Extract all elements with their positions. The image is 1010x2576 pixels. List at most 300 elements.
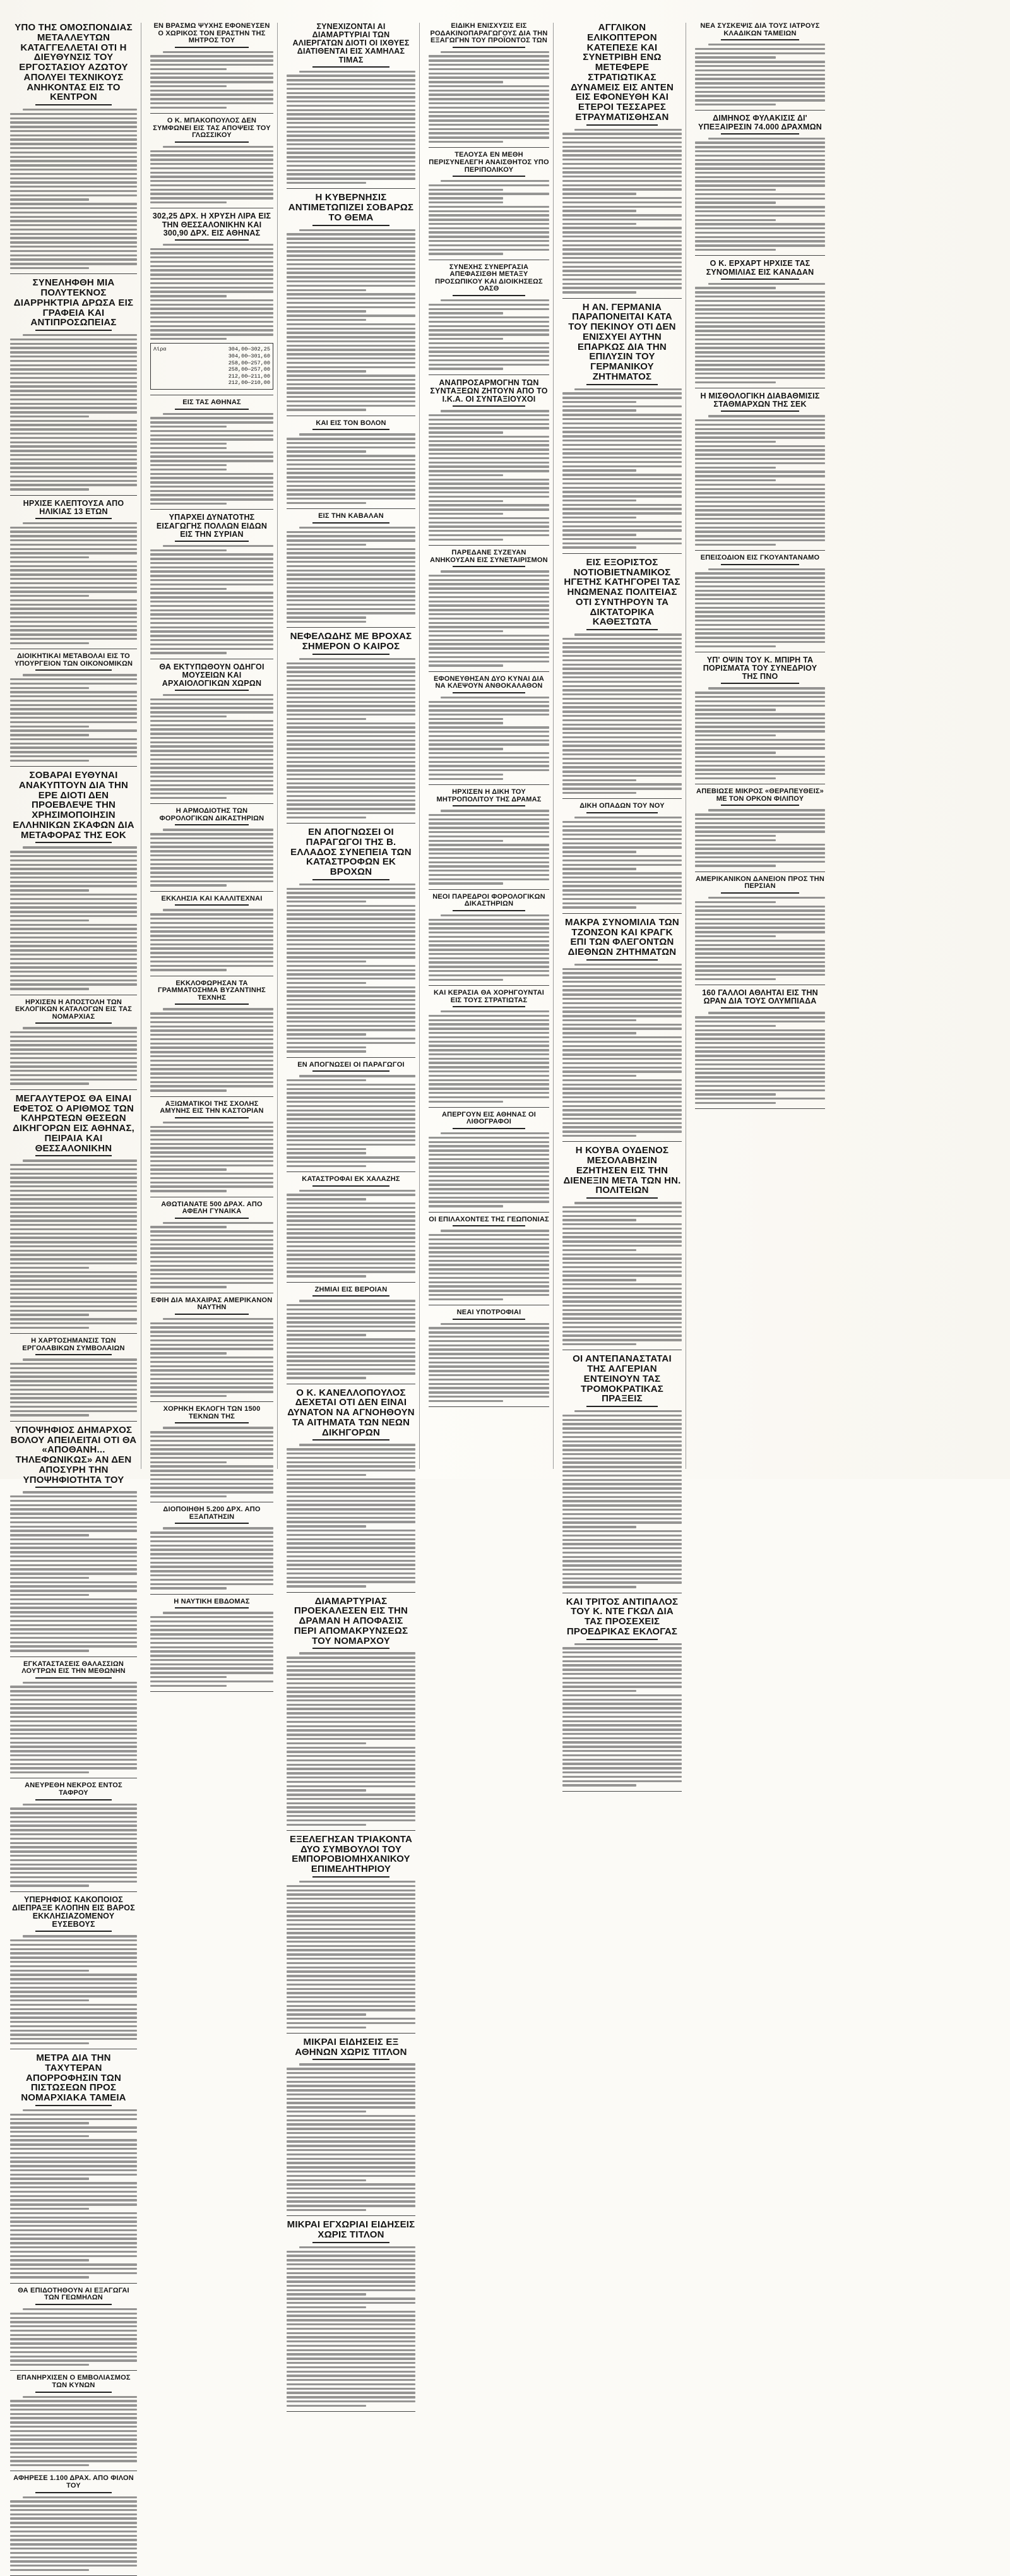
- headline: ΑΝΑΠΡΟΣΑΡΜΟΓΗΝ ΤΩΝ ΣΥΝΤΑΞΕΩΝ ΖΗΤΟΥΝ ΑΠΟ ΤΟ Ι.Κ.Α. ΟΙ ΣΥΝΤΑΞΙΟΥΧΟΙ: [430, 378, 548, 404]
- article: [287, 420, 415, 509]
- headline-rule: [312, 1648, 389, 1649]
- headline: ΣΟΒΑΡΑΙ ΕΥΘΥΝΑΙ ΑΝΑΚΥΠΤΟΥΝ ΔΙΑ ΤΗΝ ΕΡΕ ΔΙΟΤΙ ΔΕΝ ΠΡΟΕΒΛΕΨΕ ΤΗΝ ΧΡΗΣΙΜΟΠΟΙΗΣΙΝ ΕΛΛΗΝΙΚΩΝ ΣΚΑΦΩΝ ΔΙΑ ΜΕΤΑΦΟΡΑΣ ΤΗΣ ΕΟΚ: [13, 770, 134, 841]
- article: [429, 894, 549, 986]
- article: [695, 260, 825, 388]
- headline: ΑΝΕΥΡΕΘΗ ΝΕΚΡΟΣ ΕΝΤΟΣ ΤΑΦΡΟΥ: [25, 1782, 122, 1797]
- gold-price-label: Λίρα: [153, 346, 167, 353]
- article: [429, 990, 549, 1108]
- article-body: [10, 2108, 137, 2280]
- headline: ΕΦΟΝΕΥΘΗΣΑΝ ΔΥΟ ΚΥΝΑΙ ΔΙΑ ΝΑ ΚΛΕΨΟΥΝ ΑΝΘΟΚΑΛΑΘΟΝ: [434, 674, 544, 690]
- headline: ΘΑ ΕΚΤΥΠΩΘΟΥΝ ΟΔΗΓΟΙ ΜΟΥΣΕΙΩΝ ΚΑΙ ΑΡΧΑΙΟΛΟΓΙΚΩΝ ΧΩΡΩΝ: [159, 662, 264, 688]
- headline-rule: [586, 124, 658, 126]
- article-body: [10, 1802, 137, 1888]
- article-body: [562, 387, 682, 550]
- article-body: [10, 1158, 137, 1330]
- article: [287, 632, 415, 824]
- headline-rule: [35, 1354, 112, 1355]
- article: [695, 392, 825, 551]
- article-body: [429, 569, 549, 668]
- article: [10, 23, 137, 274]
- article: [695, 554, 825, 652]
- headline-rule: [35, 2105, 112, 2106]
- article: [562, 1146, 682, 1350]
- headline: ΥΠΑΡΧΕΙ ΔΥΝΑΤΟΤΗΣ ΕΙΣΑΓΩΓΗΣ ΠΟΛΛΩΝ ΕΙΔΩΝ ΕΙΣ ΤΗΝ ΣΥΡΙΑΝ: [156, 513, 268, 539]
- gold-price-row: [153, 373, 270, 380]
- headline-rule: [175, 409, 249, 410]
- article-body: [695, 414, 825, 547]
- headline: ΕΝ ΒΡΑΣΜΩ ΨΥΧΗΣ ΕΦΟΝΕΥΣΕΝ Ο ΧΩΡΙΚΟΣ ΤΟΝ ΕΡΑΣΤΗΝ ΤΗΣ ΜΗΤΡΟΣ ΤΟΥ: [153, 22, 270, 45]
- column-2: [150, 22, 278, 1605]
- headline-rule: [721, 683, 799, 684]
- headline: ΔΙΚΗ ΟΠΑΔΩΝ ΤΟΥ ΝΟΥ: [579, 802, 665, 810]
- article: [562, 303, 682, 554]
- headline: ΔΙΟΙΚΗΤΙΚΑΙ ΜΕΤΑΒΟΛΑΙ ΕΙΣ ΤΟ ΥΠΟΥΡΓΕΙΟΝ ΤΩΝ ΟΙΚΟΝΟΜΙΚΩΝ: [14, 652, 133, 668]
- article: [287, 23, 415, 189]
- headline: ΥΠΕΡΗΦΙΟΣ ΚΑΚΟΠΟΙΟΣ ΔΙΕΠΡΑΞΕ ΚΛΟΠΗΝ ΕΙΣ ΒΑΡΟΣ ΕΚΚΛΗΣΙΑΖΟΜΕΝΟΥ ΕΥΣΕΒΟΥΣ: [12, 1895, 135, 1929]
- headline-rule: [586, 629, 658, 630]
- article-body: [10, 1357, 137, 1418]
- headline: ΑΓΓΛΙΚΟΝ ΕΛΙΚΟΠΤΕΡΟΝ ΚΑΤΕΠΕΣΕ ΚΑΙ ΣΥΝΕΤΡΙΒΗ ΕΝΩ ΜΕΤΕΦΕΡΕ ΣΤΡΑΤΙΩΤΙΚΑΣ ΔΥΝΑΜΕΙΣ ΕΙΣ ΑΝΤΕΝ ΕΙΣ ΕΦΟΝΕΥΘΗ ΚΑΙ ΕΤΕΡΟΙ ΤΕΣΣΑΡΕΣ ΕΤΡΑΥΜΑΤΙΣΘΗΣΑΝ: [571, 22, 674, 123]
- headline: ΑΜΕΡΙΚΑΝΙΚΟΝ ΔΑΝΕΙΟΝ ΠΡΟΣ ΤΗΝ ΠΕΡΣΙΑΝ: [696, 875, 824, 890]
- article-body: [695, 282, 825, 385]
- article-body: [150, 1120, 273, 1194]
- headline: Η ΝΑΥΤΙΚΗ ΕΒΔΟΜΑΣ: [174, 1597, 250, 1605]
- article-body: [150, 1425, 273, 1499]
- headline-rule: [453, 176, 525, 177]
- headline: ΜΕΤΡΑ ΔΙΑ ΤΗΝ ΤΑΧΥΤΕΡΑΝ ΑΠΟΡΡΟΦΗΣΙΝ ΤΩΝ ΠΙΣΤΩΣΕΩΝ ΠΡΟΣ ΝΟΜΑΡΧΙΑΚΑ ΤΑΜΕΙΑ: [21, 2052, 126, 2104]
- column-5: [562, 22, 686, 1637]
- headline-rule: [175, 141, 249, 143]
- headline-rule: [175, 1422, 249, 1423]
- article: [10, 1661, 137, 1779]
- article: [429, 264, 549, 375]
- article: [10, 500, 137, 650]
- article-body: [695, 1010, 825, 1105]
- article-body: [10, 2395, 137, 2468]
- article: [150, 1406, 273, 1502]
- article-body: [562, 1409, 682, 1589]
- headline-rule: [175, 1523, 249, 1524]
- headline: ΣΥΝΕΛΗΦΘΗ ΜΙΑ ΠΟΛΥΤΕΚΝΟΣ ΔΙΑΡΡΗΚΤΡΙΑ ΔΡΩΣΑ ΕΙΣ ΓΡΑΦΕΙΑ ΚΑΙ ΑΝΤΙΠΡΟΣΩΠΕΙΑΣ: [13, 277, 134, 328]
- headline: ΕΠΕΙΣΟΔΙΟΝ ΕΙΣ ΓΚΟΥΑΝΤΑΝΑΜΟ: [700, 554, 820, 562]
- article: [150, 23, 273, 114]
- headline-rule: [312, 1439, 389, 1441]
- article-body: [695, 567, 825, 649]
- gold-price-table: [150, 343, 273, 390]
- headline-rule: [453, 47, 525, 48]
- headline-rule: [35, 842, 112, 843]
- headline-rule: [586, 1197, 658, 1199]
- article-body: [10, 673, 137, 763]
- article-body: [10, 845, 137, 991]
- article-body: [429, 695, 549, 781]
- article-body: [695, 808, 825, 868]
- headline: ΠΑΡΕΔΑΝΕ ΣΥΖΕΥΑΝ ΑΝΗΚΟΥΣΑΝ ΕΙΣ ΣΥΝΕΤΑΙΡΙΣΜΟΝ: [430, 549, 548, 564]
- headline: ΖΗΜΙΑΙ ΕΙΣ ΒΕΡΟΙΑΝ: [314, 1285, 388, 1293]
- column-3: [287, 22, 420, 2241]
- article: [287, 513, 415, 628]
- article-body: [150, 1317, 273, 1398]
- article: [10, 1338, 137, 1422]
- article: [287, 2037, 415, 2216]
- article-body: [150, 145, 273, 205]
- article-body: [429, 179, 549, 256]
- article: [287, 2220, 415, 2412]
- headline: ΑΠΕΡΓΟΥΝ ΕΙΣ ΑΘΗΝΑΣ ΟΙ ΛΙΘΟΓΡΑΦΟΙ: [441, 1110, 537, 1126]
- article: [10, 653, 137, 767]
- article: [10, 1896, 137, 2049]
- headline-rule: [586, 1406, 658, 1407]
- gold-price-row: [153, 366, 270, 373]
- headline-rule: [35, 1799, 112, 1800]
- article-body: [10, 2307, 137, 2368]
- article-body: [287, 882, 415, 1054]
- article-body: [10, 1934, 137, 2046]
- article: [150, 1297, 273, 1403]
- headline-rule: [312, 1876, 389, 1878]
- headline-rule: [453, 405, 525, 407]
- headline-rule: [453, 295, 525, 296]
- article-body: [287, 657, 415, 820]
- headline-rule: [721, 564, 799, 565]
- headline: ΣΥΝΕΧΗΣ ΣΥΝΕΡΓΑΣΙΑ ΑΠΕΦΑΣΙΣΘΗ ΜΕΤΑΞΥ ΠΡΟΣΩΠΙΚΟΥ ΚΑΙ ΔΙΟΙΚΗΣΕΩΣ ΟΑΣΘ: [435, 263, 543, 293]
- article: [562, 918, 682, 1142]
- article-body: [429, 808, 549, 886]
- headline-rule: [175, 1607, 249, 1609]
- gold-price-value: 304,00—302,25: [228, 346, 270, 353]
- article-body: [429, 50, 549, 145]
- headline-rule: [312, 2242, 389, 2243]
- article: [429, 789, 549, 890]
- article: [287, 1062, 415, 1172]
- article-body: [287, 1189, 415, 1279]
- headline-rule: [453, 805, 525, 806]
- headline: Η ΚΟΥΒΑ ΟΥΔΕΝΟΣ ΜΕΣΟΛΑΒΗΣΙΝ ΕΖΗΤΗΣΕΝ ΕΙΣ ΤΗΝ ΔΙΕΝΕΞΙΝ ΜΕΤΑ ΤΩΝ ΗΝ. ΠΟΛΙΤΕΙΩΝ: [563, 1145, 681, 1196]
- article: [429, 549, 549, 672]
- headline: ΜΕΓΑΛΥΤΕΡΟΣ ΘΑ ΕΙΝΑΙ ΕΦΕΤΟΣ Ο ΑΡΙΘΜΟΣ ΤΩΝ ΚΛΗΡΩΤΕΩΝ ΘΕΣΕΩΝ ΔΙΚΗΓΟΡΩΝ ΕΙΣ ΑΘΗΝΑΣ, ΠΕΙΡΑΙΑ ΚΑΙ ΘΕΣΣΑΛΟΝΙΚΗΝ: [12, 1093, 135, 1154]
- headline-rule: [453, 692, 525, 693]
- headline: Η ΚΥΒΕΡΝΗΣΙΣ ΑΝΤΙΜΕΤΩΠΙΖΕΙ ΣΟΒΑΡΩΣ ΤΟ ΘΕΜΑ: [288, 192, 414, 223]
- headline-rule: [35, 2392, 112, 2393]
- headline: ΥΠΟΨΗΦΙΟΣ ΔΗΜΑΡΧΟΣ ΒΟΛΟΥ ΑΠΕΙΛΕΙΤΑΙ ΟΤΙ ΘΑ «ΑΠΟΘΑΝΗ... ΤΗΛΕΦΩΝΙΚΩΣ» ΑΝ ΔΕΝ ΑΠΟΣΥΡΗ ΤΗΝ ΥΠΟΨΗΦΙΟΤΗΤΑ ΤΟΥ: [10, 1424, 137, 1485]
- headline-rule: [175, 1218, 249, 1219]
- headline-rule: [586, 384, 658, 385]
- article-body: [10, 333, 137, 492]
- article: [695, 788, 825, 872]
- article-body: [287, 525, 415, 625]
- headline: ΔΙΜΗΝΟΣ ΦΥΛΑΚΙΣΙΣ ΔΙ' ΥΠΕΞΑΙΡΕΣΙΝ 74.000 ΔΡΑΧΜΩΝ: [698, 114, 823, 131]
- headline: ΝΕΑΙ ΥΠΟΤΡΟΦΙΑΙ: [456, 1309, 521, 1317]
- article-body: [695, 686, 825, 781]
- article-body: [10, 1490, 137, 1653]
- headline-rule: [175, 904, 249, 906]
- article: [150, 896, 273, 976]
- headline: ΟΙ ΑΝΤΕΠΑΝΑΣΤΑΤΑΙ ΤΗΣ ΑΛΓΕΡΙΑΝ ΕΝΤΕΙΝΟΥΝ ΤΑΣ ΤΡΟΜΟΚΡΑΤΙΚΑΣ ΠΡΑΞΕΙΣ: [573, 1353, 672, 1405]
- article: [150, 212, 273, 395]
- article: [150, 663, 273, 805]
- headline: ΑΘΩΤΙΑΝΑΤΕ 500 ΔΡΑΧ. ΑΠΟ ΑΦΕΛΗ ΓΥΝΑΙΚΑ: [161, 1200, 263, 1216]
- article: [10, 2287, 137, 2371]
- headline-rule: [35, 330, 112, 331]
- headline: Η ΑΡΜΟΔΙΟΤΗΣ ΤΩΝ ΦΟΡΟΛΟΓΙΚΩΝ ΔΙΚΑΣΤΗΡΙΩΝ: [159, 807, 264, 822]
- headline-rule: [453, 1128, 525, 1129]
- headline-rule: [312, 1070, 389, 1072]
- headline-rule: [35, 1487, 112, 1488]
- headline-rule: [175, 47, 249, 48]
- headline: ΥΠ' ΟΨΙΝ ΤΟΥ Κ. ΜΠΙΡΗ ΤΑ ΠΟΡΙΣΜΑΤΑ ΤΟΥ ΣΥΝΕΔΡΙΟΥ ΤΗΣ ΠΝΟ: [703, 656, 817, 681]
- article-body: [287, 1074, 415, 1168]
- article: [429, 676, 549, 785]
- headline: ΕΙΣ ΕΞΟΡΙΣΤΟΣ ΝΟΤΙΟΒΙΕΤΝΑΜΙΚΟΣ ΗΓΕΤΗΣ ΚΑΤΗΓΟΡΕΙ ΤΑΣ ΗΝΩΜΕΝΑΣ ΠΟΛΙΤΕΙΑΣ ΟΤΙ ΣΥΝΤΗΡΟΥΝ ΤΑ ΔΙΚΤΑΤΟΡΙΚΑ ΚΑΘΕΣΤΩΤΑ: [564, 556, 680, 628]
- article-body: [10, 2495, 137, 2573]
- headline-rule: [453, 566, 525, 567]
- headline: ΕΓΚΑΤΑΣΤΑΣΕΙΣ ΘΑΛΑΣΣΙΩΝ ΛΟΥΤΡΩΝ ΕΙΣ ΤΗΝ ΜΕΘΩΝΗΝ: [21, 1660, 126, 1675]
- headline-rule: [721, 39, 799, 40]
- article: [562, 803, 682, 913]
- headline-rule: [35, 2304, 112, 2305]
- headline: ΕΠΑΝΗΡΧΙΣΕΝ Ο ΕΜΒΟΛΙΑΣΜΟΣ ΤΩΝ ΚΥΝΩΝ: [16, 2374, 131, 2390]
- headline: ΚΑΤΑΣΤΡΟΦΑΙ ΕΚ ΧΑΛΑΖΗΣ: [302, 1175, 400, 1183]
- article: [150, 117, 273, 208]
- article: [429, 1111, 549, 1213]
- article-body: [562, 632, 682, 795]
- headline: Η ΧΑΡΤΟΣΗΜΑΝΣΙΣ ΤΩΝ ΕΡΓΟΛΑΒΙΚΩΝ ΣΥΜΒΟΛΑΙΩΝ: [22, 1337, 125, 1352]
- article: [150, 980, 273, 1097]
- article-body: [287, 228, 415, 412]
- headline-rule: [175, 690, 249, 691]
- headline-rule: [312, 2059, 389, 2060]
- article: [695, 656, 825, 784]
- article: [10, 2053, 137, 2284]
- headline-rule: [35, 669, 112, 671]
- article-body: [695, 896, 825, 981]
- article: [150, 1101, 273, 1197]
- headline: ΤΕΛΟΥΣΑ ΕΝ ΜΕΘΗ ΠΕΡΙΣΥΝΕΛΕΓΗ ΑΝΑΙΣΘΗΤΟΣ ΥΠΟ ΠΕΡΙΠΟΛΙΚΟΥ: [429, 151, 549, 174]
- article-body: [562, 1201, 682, 1346]
- article: [429, 1216, 549, 1305]
- article: [287, 1286, 415, 1384]
- headline-rule: [175, 239, 249, 241]
- gold-price-value: 258,00—257,00: [228, 366, 270, 373]
- article-body: [150, 1610, 273, 1688]
- article: [429, 379, 549, 546]
- headline-rule: [175, 824, 249, 825]
- headline-rule: [721, 1007, 799, 1009]
- article: [429, 23, 549, 148]
- headline-rule: [175, 1003, 249, 1005]
- headline: ΕΦΙΗ ΔΙΑ ΜΑΧΑΙΡΑΣ ΑΜΕΡΙΚΑΝΟΝ ΝΑΥΤΗΝ: [151, 1296, 273, 1312]
- headline-rule: [721, 892, 799, 894]
- article: [562, 23, 682, 299]
- headline: ΕΝ ΑΠΟΓΝΩΣΕΙ ΟΙ ΠΑΡΑΓΩΓΟΙ: [297, 1060, 405, 1069]
- article: [562, 558, 682, 800]
- headline: ΔΙΟΠΟΙΗΘΗ 5.200 ΔΡΧ. ΑΠΟ ΕΞΑΠΑΤΗΣΙΝ: [163, 1506, 261, 1521]
- gold-price-value: 304,00—301,60: [228, 352, 270, 359]
- article-body: [429, 409, 549, 542]
- article: [695, 989, 825, 1109]
- headline-rule: [175, 1117, 249, 1118]
- gold-price-value: 258,00—257,00: [228, 359, 270, 366]
- article-body: [150, 693, 273, 800]
- headline: ΝΕΑ ΣΥΣΚΕΨΙΣ ΔΙΑ ΤΟΥΣ ΙΑΤΡΟΥΣ ΚΛΑΔΙΚΩΝ ΤΑΜΕΙΩΝ: [700, 22, 820, 37]
- headline: ΧΟΡΗΚΗ ΕΚΛΟΓΗ ΤΩΝ 1500 ΤΕΚΝΩΝ ΤΗΣ: [163, 1405, 261, 1420]
- article-body: [150, 827, 273, 888]
- article-body: [287, 2062, 415, 2212]
- headline-rule: [586, 812, 658, 813]
- headline: Η ΜΙΣΘΟΛΟΓΙΚΗ ΔΙΑΒΑΘΜΙΣΙΣ ΣΤΑΘΜΑΡΧΩΝ ΤΗΣ ΣΕΚ: [700, 391, 820, 409]
- headline-rule: [453, 1006, 525, 1007]
- headline-rule: [721, 133, 799, 135]
- article: [562, 1354, 682, 1593]
- headline-rule: [312, 522, 389, 524]
- article: [150, 808, 273, 892]
- article: [10, 1094, 137, 1334]
- article-body: [287, 69, 415, 186]
- headline: ΜΙΚΡΑΙ ΕΓΧΩΡΙΑΙ ΕΙΔΗΣΕΙΣ ΧΩΡΙΣ ΤΙΤΛΟΝ: [287, 2219, 415, 2241]
- article: [10, 770, 137, 995]
- article-body: [429, 1228, 549, 1302]
- headline: ΑΠΕΒΙΩΣΕ ΜΙΚΡΟΣ «ΘΕΡΑΠΕΥΘΕΙΣ» ΜΕ ΤΟΝ ΟΡΚΟΝ ΦΙΛΙΠΟΥ: [696, 788, 824, 803]
- article-body: [287, 432, 415, 505]
- headline: ΑΞΙΩΜΑΤΙΚΟΙ ΤΗΣ ΣΧΟΛΗΣ ΑΜΥΝΗΣ ΕΙΣ ΤΗΝ ΚΑΣΤΟΡΙΑΝ: [160, 1099, 264, 1115]
- headline-rule: [175, 1314, 249, 1315]
- column-1: [10, 22, 141, 2490]
- headline-rule: [453, 910, 525, 911]
- headline-rule: [35, 1677, 112, 1679]
- article: [10, 1782, 137, 1891]
- headline-rule: [721, 805, 799, 806]
- article: [695, 114, 825, 256]
- article-body: [150, 544, 273, 656]
- article: [10, 1425, 137, 1657]
- article-body: [150, 1221, 273, 1290]
- gold-price-row: [153, 360, 270, 367]
- headline-rule: [35, 1155, 112, 1156]
- headline-rule: [175, 541, 249, 542]
- headline: ΚΑΙ ΤΡΙΤΟΣ ΑΝΤΙΠΑΛΟΣ ΤΟΥ Κ. ΝΤΕ ΓΚΩΛ ΔΙΑ ΤΑΣ ΠΡΟΣΕΧΕΙΣ ΠΡΟΕΔΡΙΚΑΣ ΕΚΛΟΓΑΣ: [566, 1596, 679, 1637]
- headline-rule: [35, 518, 112, 519]
- article: [429, 1309, 549, 1407]
- article-body: [10, 521, 137, 645]
- article: [287, 1835, 415, 2034]
- headline: Η ΑΝ. ΓΕΡΜΑΝΙΑ ΠΑΡΑΠΟΝΕΙΤΑΙ ΚΑΤΑ ΤΟΥ ΠΕΚΙΝΟΥ ΟΤΙ ΔΕΝ ΕΝΙΣΧΥΕΙ ΑΥΤΗΝ ΕΠΑΡΚΩΣ ΔΙΑ ΤΗΝ ΕΠΙΛΥΣΙΝ ΤΟΥ ΓΕΡΜΑΝΙΚΟΥ ΖΗΤΗΜΑΤΟΣ: [568, 301, 676, 382]
- article-body: [150, 1007, 273, 1093]
- article-body: [562, 1642, 682, 1788]
- headline-rule: [721, 279, 799, 280]
- article: [287, 827, 415, 1058]
- headline-rule: [312, 654, 389, 655]
- article: [695, 23, 825, 111]
- article-body: [429, 1009, 549, 1104]
- headline: ΕΙΣ ΤΗΝ ΚΑΒΑΛΑΝ: [318, 512, 384, 520]
- headline-rule: [312, 1295, 389, 1297]
- headline: ΕΚΚΛΟΦΩΡΗΣΑΝ ΤΑ ΓΡΑΜΜΑΤΟΣΗΜΑ ΒΥΖΑΝΤΙΝΗΣ ΤΕΧΝΗΣ: [158, 979, 266, 1002]
- article-body: [10, 1680, 137, 1775]
- article: [10, 2475, 137, 2576]
- article: [695, 876, 825, 985]
- article-body: [695, 42, 825, 107]
- headline: ΘΑ ΕΠΙΔΟΤΗΘΟΥΝ ΑΙ ΕΞΑΓΩΓΑΙ ΤΩΝ ΓΕΩΜΗΛΩΝ: [18, 2286, 129, 2302]
- article-body: [562, 128, 682, 295]
- column-6: [695, 23, 829, 1469]
- article-body: [287, 1651, 415, 1827]
- headline: ΜΑΚΡΑ ΣΥΝΟΜΙΛΙΑ ΤΩΝ ΤΖΟΝΣΟΝ ΚΑΙ ΚΡΑΓΚ ΕΠΙ ΤΩΝ ΦΛΕΓΟΝΤΩΝ ΔΙΕΘΝΩΝ ΖΗΤΗΜΑΤΩΝ: [565, 916, 679, 958]
- article: [150, 1201, 273, 1293]
- article: [10, 278, 137, 495]
- headline: ΚΑΙ ΕΙΣ ΤΟΝ ΒΟΛΟΝ: [316, 419, 386, 427]
- headline-rule: [453, 1319, 525, 1320]
- headline: Ο Κ. ΚΑΝΕΛΛΟΠΟΥΛΟΣ ΔΕΧΕΤΑΙ ΟΤΙ ΔΕΝ ΕΙΝΑΙ ΔΥΝΑΤΟΝ ΝΑ ΑΓΝΟΗΘΟΥΝ ΤΑ ΑΙΤΗΜΑΤΑ ΤΩΝ ΝΕΩΝ ΔΙΚΗΓΟΡΩΝ: [287, 1387, 415, 1438]
- headline: ΝΕΦΕΛΩΔΗΣ ΜΕ ΒΡΟΧΑΣ ΣΗΜΕΡΟΝ Ο ΚΑΙΡΟΣ: [290, 631, 412, 652]
- article: [287, 1597, 415, 1831]
- article: [287, 193, 415, 416]
- headline-rule: [312, 66, 389, 68]
- headline: ΕΞΕΛΕΓΗΣΑΝ ΤΡΙΑΚΟΝΤΑ ΔΥΟ ΣΥΜΒΟΥΛΟΙ ΤΟΥ ΕΜΠΟΡΟΒΙΟΜΗΧΑΝΙΚΟΥ ΕΠΙΜΕΛΗΤΗΡΙΟΥ: [289, 1833, 413, 1875]
- article-body: [562, 815, 682, 910]
- article-body: [287, 1298, 415, 1380]
- column-4: [429, 23, 554, 1469]
- gold-price-value: 212,00—210,00: [228, 380, 270, 386]
- article: [10, 2375, 137, 2471]
- headline-rule: [586, 959, 658, 961]
- article-body: [429, 298, 549, 371]
- headline: 160 ΓΑΛΛΟΙ ΑΘΛΗΤΑΙ ΕΙΣ ΤΗΝ ΩΡΑΝ ΔΙΑ ΤΟΥΣ ΟΛΥΜΠΙΑΔΑ: [702, 988, 818, 1006]
- gold-price-row: [153, 380, 270, 386]
- headline: ΟΙ ΕΠΙΛΑΧΟΝΤΕΣ ΤΗΣ ΓΕΩΠΟΝΙΑΣ: [429, 1215, 549, 1223]
- headline: 302,25 ΔΡΧ. Η ΧΡΥΣΗ ΛΙΡΑ ΕΙΣ ΤΗΝ ΘΕΣΣΑΛΟΝΙΚΗΝ ΚΑΙ 300,90 ΔΡΧ. ΕΙΣ ΑΘΗΝΑΣ: [152, 212, 271, 237]
- headline: ΔΙΑΜΑΡΤΥΡΙΑΣ ΠΡΟΕΚΑΛΕΣΕΝ ΕΙΣ ΤΗΝ ΔΡΑΜΑΝ Η ΑΠΟΦΑΣΙΣ ΠΕΡΙ ΑΠΟΜΑΚΡΥΝΣΕΩΣ ΤΟΥ ΝΟΜΑΡΧΟΥ: [294, 1595, 408, 1646]
- headline: ΕΙΔΙΚΗ ΕΝΙΣΧΥΣΙΣ ΕΙΣ ΡΟΔΑΚΙΝΟΠΑΡΑΓΩΓΟΥΣ ΔΙΑ ΤΗΝ ΕΞΑΓΩΓΗΝ ΤΟΥ ΠΡΟΪΟΝΤΟΣ ΤΩΝ: [430, 22, 548, 45]
- article-body: [287, 2245, 415, 2408]
- article-body: [150, 412, 273, 506]
- article-body: [150, 1526, 273, 1590]
- gold-price-row: [153, 353, 270, 360]
- article-body: [429, 913, 549, 982]
- headline: ΕΙΣ ΤΑΣ ΑΘΗΝΑΣ: [182, 398, 241, 407]
- article: [150, 513, 273, 659]
- headline: ΗΡΧΙΣΕΝ Η ΔΙΚΗ ΤΟΥ ΜΗΤΡΟΠΟΛΙΤΟΥ ΤΗΣ ΔΡΑΜΑΣ: [436, 788, 542, 803]
- article: [150, 1598, 273, 1692]
- headline: ΜΙΚΡΑΙ ΕΙΔΗΣΕΙΣ ΕΞ ΑΘΗΝΩΝ ΧΩΡΙΣ ΤΙΤΛΟΝ: [295, 2036, 407, 2058]
- headline: Ο Κ. ΕΡΧΑΡΤ ΗΡΧΙΣΕ ΤΑΣ ΣΥΝΟΜΙΛΙΑΣ ΕΙΣ ΚΑΝΑΔΑΝ: [706, 259, 814, 277]
- headline: ΗΡΧΙΣΕ ΚΛΕΠΤΟΥΣΑ ΑΠΟ ΗΛΙΚΙΑΣ 13 ΕΤΩΝ: [23, 498, 124, 516]
- article: [562, 1597, 682, 1792]
- headline-rule: [453, 1225, 525, 1226]
- headline: ΑΦΗΡΕΣΕ 1.100 ΔΡΑΧ. ΑΠΟ ΦΙΛΟΝ ΤΟΥ: [13, 2474, 134, 2490]
- article: [287, 1176, 415, 1283]
- article-body: [150, 243, 273, 342]
- article-body: [10, 107, 137, 270]
- headline-rule: [312, 879, 389, 880]
- headline: ΕΝ ΑΠΟΓΝΩΣΕΙ ΟΙ ΠΑΡΑΓΩΓΟΙ ΤΗΣ Β. ΕΛΛΑΔΟΣ ΣΥΝΕΠΕΙΑ ΤΩΝ ΚΑΤΑΣΤΡΟΦΩΝ ΕΚ ΒΡΟΧΩΝ: [290, 827, 412, 878]
- headline: ΗΡΧΙΣΕΝ Η ΑΠΟΣΤΟΛΗ ΤΩΝ ΕΚΛΟΓΙΚΩΝ ΚΑΤΑΛΟΓΩΝ ΕΙΣ ΤΑΣ ΝΟΜΑΡΧΙΑΣ: [15, 998, 133, 1021]
- article: [150, 1506, 273, 1594]
- headline-rule: [312, 429, 389, 430]
- headline-rule: [586, 1639, 658, 1640]
- headline-rule: [35, 1022, 112, 1024]
- headline: ΚΑΙ ΚΕΡΑΣΙΑ ΘΑ ΧΟΡΗΓΟΥΝΤΑΙ ΕΙΣ ΤΟΥΣ ΣΤΡΑΤΙΩΤΑΣ: [433, 989, 545, 1004]
- article-body: [287, 1442, 415, 1588]
- article: [287, 1388, 415, 1593]
- gold-price-row: [153, 346, 270, 353]
- headline-rule: [35, 2492, 112, 2493]
- article-body: [150, 50, 273, 111]
- article: [10, 999, 137, 1090]
- article-body: [429, 1322, 549, 1403]
- article-body: [695, 136, 825, 253]
- gold-price-value: 212,00—211,00: [228, 373, 270, 380]
- headline: ΣΥΝΕΧΙΖΟΝΤΑΙ ΑΙ ΔΙΑΜΑΡΤΥΡΙΑΙ ΤΩΝ ΑΛΙΕΡΓΑΤΩΝ ΔΙΟΤΙ ΟΙ ΙΧΘΥΕΣ ΔΙΑΤΙΘΕΝΤΑΙ ΕΙΣ ΧΑΜΗΛΑΣ ΤΙΜΑΣ: [292, 22, 410, 64]
